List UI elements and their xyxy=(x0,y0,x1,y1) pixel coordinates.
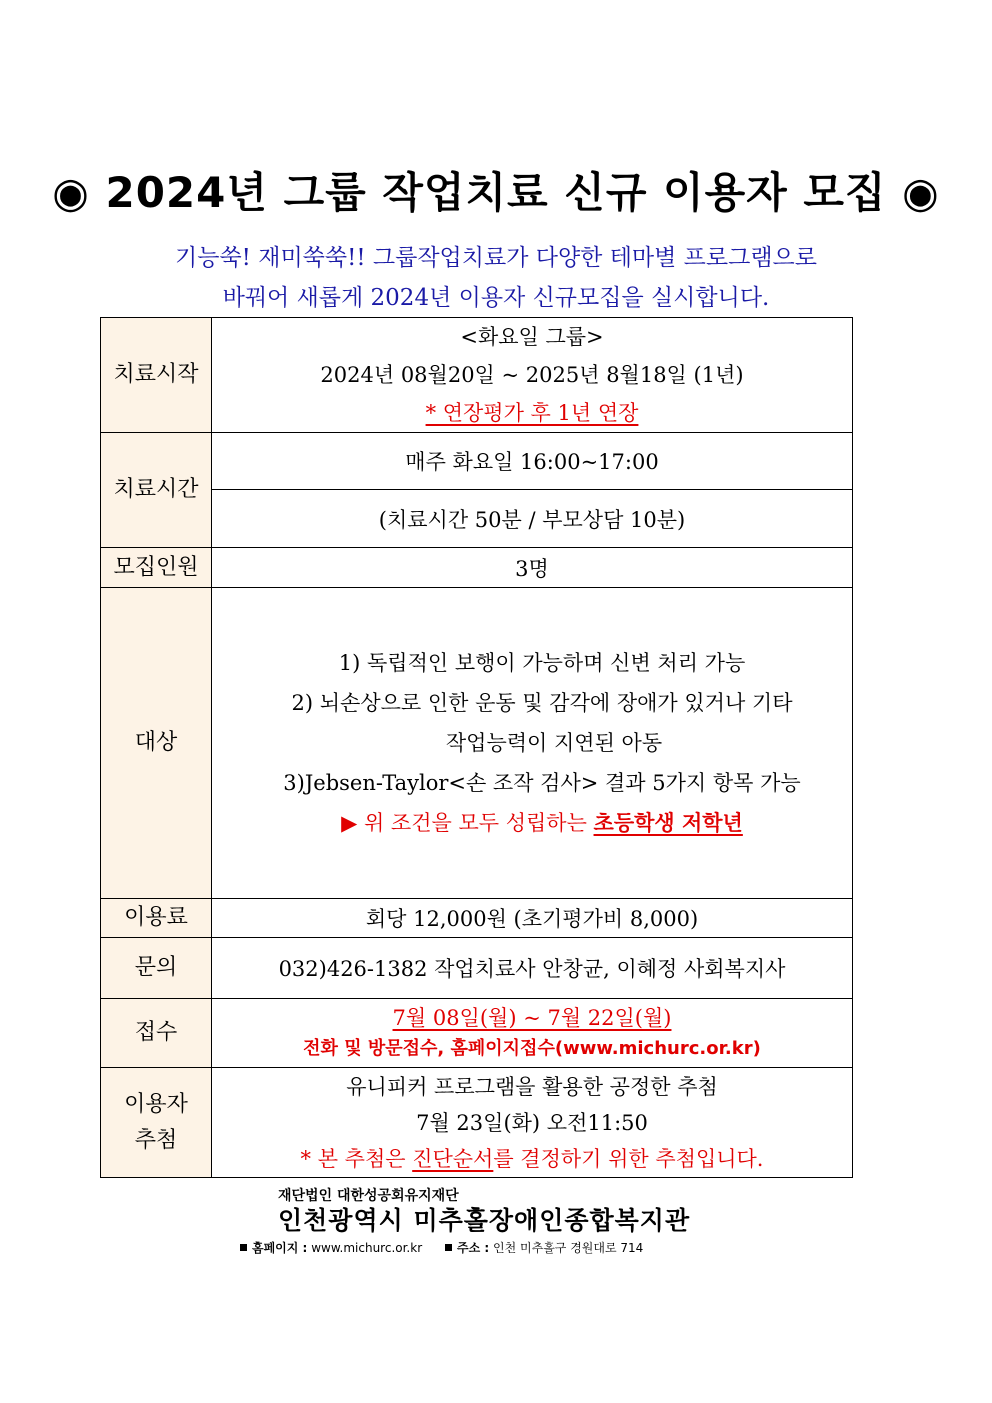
label-time: 치료시간 xyxy=(101,433,212,548)
contact-value: 032)426-1382 작업치료사 안창균, 이혜정 사회복지사 xyxy=(212,938,853,999)
label-count: 모집인원 xyxy=(101,548,212,588)
start-group: <화요일 그룹> xyxy=(460,325,604,349)
label-apply: 접수 xyxy=(101,999,212,1068)
target-condition: ▶ 위 조건을 모두 성립하는 초등학생 저학년 xyxy=(341,811,743,835)
bullet-square-icon xyxy=(240,1244,247,1251)
intro-text xyxy=(0,238,992,318)
address-value: 인천 미추홀구 경원대로 714 xyxy=(493,1241,644,1255)
row-time-detail xyxy=(101,490,853,548)
address-label: 주소 : xyxy=(457,1241,490,1255)
row-fee xyxy=(101,899,853,938)
start-note: * 연장평가 후 1년 연장 xyxy=(425,401,639,425)
apply-method: 전화 및 방문접수, 홈페이지접수(www.michurc.or.kr) xyxy=(303,1038,761,1059)
target-list xyxy=(212,588,853,899)
fee-value: 회당 12,000원 (초기평가비 8,000) xyxy=(212,899,853,938)
org-name: 인천광역시 미추홀장애인종합복지관 xyxy=(278,1206,691,1235)
label-fee: 이용료 xyxy=(101,899,212,938)
intro-line-2: 바꿔어 새롭게 2024년 이용자 신규모집을 실시합니다. xyxy=(222,285,770,311)
label-target: 대상 xyxy=(101,588,212,899)
lottery-note: * 본 추첨은 진단순서를 결정하기 위한 추첨입니다. xyxy=(300,1146,764,1171)
lottery-method: 유니피커 프로그램을 활용한 공정한 추첨 xyxy=(346,1074,718,1099)
info-table xyxy=(100,317,853,1178)
intro-line-1: 기능쑥! 재미쑥쑥!! 그룹작업치료가 다양한 테마별 프로그램으로 xyxy=(175,245,817,271)
value-start xyxy=(212,318,853,433)
apply-period: 7월 08일(월) ~ 7월 22일(월) xyxy=(392,1006,672,1030)
time-schedule: 매주 화요일 16:00~17:00 xyxy=(212,433,853,490)
start-period: 2024년 08월20일 ~ 2025년 8월18일 (1년) xyxy=(320,363,744,387)
page-title: ◉ 2024년 그룹 작업치료 신규 이용자 모집 ◉ xyxy=(52,168,940,217)
lottery-date: 7월 23일(화) 오전11:50 xyxy=(416,1110,648,1135)
org-foundation: 재단법인 대한성공회유지재단 xyxy=(278,1188,459,1204)
row-lottery xyxy=(101,1068,853,1178)
target-condition-emph: 초등학생 저학년 xyxy=(593,811,743,835)
row-start xyxy=(101,318,853,433)
row-count xyxy=(101,548,853,588)
row-contact xyxy=(101,938,853,999)
count-value: 3명 xyxy=(212,548,853,588)
target-item-2-cont: 작업능력이 지연된 아동 xyxy=(445,731,663,755)
apply-value xyxy=(212,999,853,1068)
target-item-1: 1) 독립적인 보행이 가능하며 신변 처리 가능 xyxy=(338,651,746,675)
row-target xyxy=(101,588,853,899)
target-item-3: 3)Jebsen-Taylor<손 조작 검사> 결과 5가지 항목 가능 xyxy=(283,771,801,795)
lottery-value xyxy=(212,1068,853,1178)
row-apply xyxy=(101,999,853,1068)
time-detail: (치료시간 50분 / 부모상담 10분) xyxy=(212,490,853,548)
label-lottery: 이용자 추첨 xyxy=(101,1068,212,1178)
label-start: 치료시작 xyxy=(101,318,212,433)
target-item-2: 2) 뇌손상으로 인한 운동 및 감각에 장애가 있거나 기타 xyxy=(291,691,793,715)
homepage-link[interactable]: www.michurc.or.kr xyxy=(311,1241,423,1255)
homepage-label: 홈페이지 : xyxy=(252,1241,308,1255)
footer xyxy=(240,1239,643,1256)
row-time xyxy=(101,433,853,490)
bullet-square-icon xyxy=(445,1244,452,1251)
label-contact: 문의 xyxy=(101,938,212,999)
lottery-note-emph: 진단순서 xyxy=(412,1146,494,1171)
